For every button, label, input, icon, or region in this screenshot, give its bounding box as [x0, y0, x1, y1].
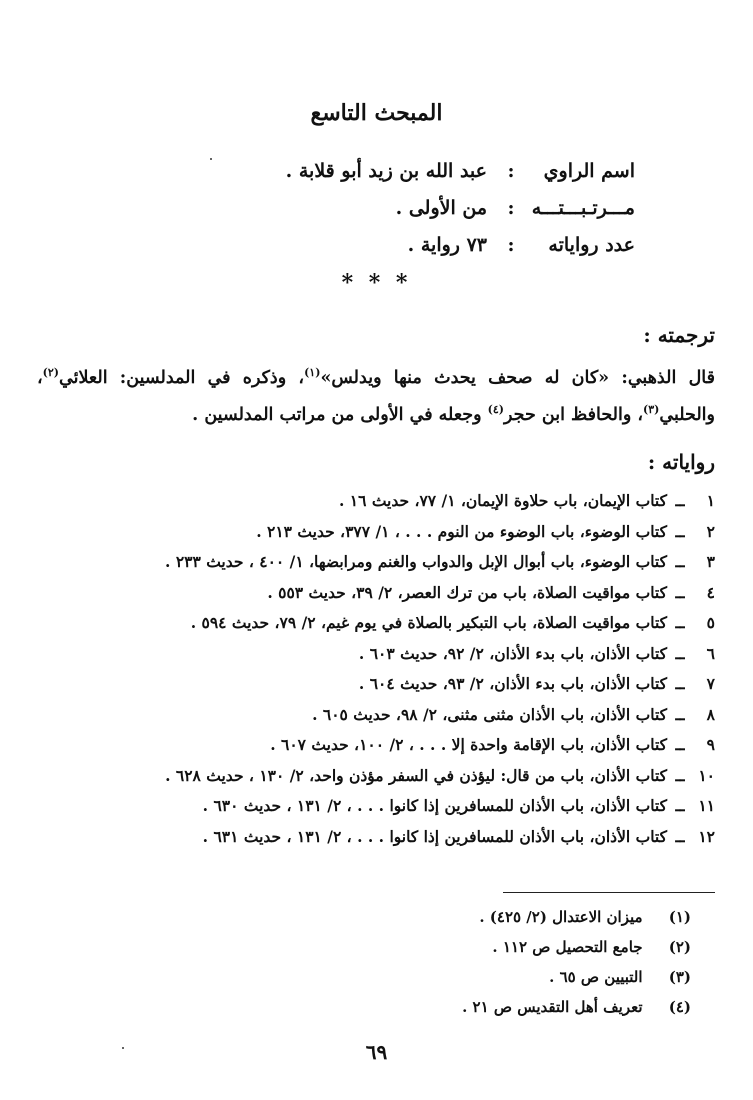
- item-number: ١١: [698, 796, 715, 815]
- narrator-rank-colon: :: [507, 197, 515, 219]
- item-text: كتاب الأذان، باب الأذان للمسافرين إذا كانوا . . . ، ٢/ ١٣١ ، حديث ٦٣٠ .: [202, 796, 667, 815]
- item-dash: ــ: [675, 491, 685, 510]
- item-dash: ــ: [675, 704, 685, 724]
- page-number: ٦٩: [365, 1040, 388, 1064]
- footnote-divider: [503, 892, 715, 893]
- footnote-item: [462, 962, 691, 992]
- footnote-number: (٣): [668, 968, 691, 986]
- narrator-name-row: [286, 160, 635, 197]
- item-text: كتاب الأذان، باب بدء الأذان، ٢/ ٩٢، حديث ٦٠٣ .: [358, 643, 667, 663]
- item-text: كتاب الأذان، باب من قال: ليؤذن في السفر مؤذن واحد، ٢/ ١٣٠ ، حديث ٦٢٨ .: [165, 765, 667, 785]
- narration-count-value: ٧٣ رواية .: [407, 234, 487, 256]
- footnote-text: ميزان الاعتدال (٢/ ٤٢٥) .: [479, 908, 643, 926]
- footnote-ref-2: (٢): [42, 366, 60, 379]
- narrator-rank-label: مـــرتـبـــتـــه: [531, 197, 635, 219]
- biography-paragraph: [37, 357, 715, 431]
- narrations-heading: رواياته :: [647, 450, 715, 474]
- list-item: [35, 761, 715, 792]
- footnote-ref-4: (٤): [487, 402, 505, 416]
- narration-count-row: [286, 234, 635, 271]
- list-item: [35, 486, 715, 517]
- footnote-item: [462, 902, 691, 932]
- footnote-ref-3: (٣): [643, 402, 660, 416]
- narration-count-label: عدد رواياته: [548, 234, 635, 256]
- narrator-info: [286, 160, 635, 271]
- item-dash: ــ: [675, 796, 685, 815]
- item-dash: ــ: [675, 613, 685, 632]
- item-dash: ــ: [675, 643, 685, 663]
- item-number: ٤: [706, 582, 715, 602]
- scan-speck: [210, 158, 212, 160]
- item-text: كتاب الوضوء، باب الوضوء من النوم . . . ، ١/ ٣٧٧، حديث ٢١٣ .: [256, 521, 667, 541]
- item-number: ٣: [706, 552, 715, 571]
- item-number: ٨: [706, 704, 715, 724]
- item-number: ٧: [706, 674, 715, 693]
- footnote-item: [462, 932, 691, 962]
- list-item: [35, 517, 715, 548]
- item-text: كتاب مواقيت الصلاة، باب من ترك العصر، ٢/ ٣٩، حديث ٥٥٣ .: [267, 582, 667, 602]
- item-dash: ــ: [675, 735, 685, 754]
- item-text: كتاب مواقيت الصلاة، باب التبكير بالصلاة في يوم غيم، ٢/ ٧٩، حديث ٥٩٤ .: [190, 613, 667, 632]
- footnote-text: تعريف أهل التقديس ص ٢١ .: [462, 998, 643, 1016]
- list-item: [35, 822, 715, 853]
- item-number: ١: [706, 491, 715, 510]
- list-item: [35, 791, 715, 822]
- item-dash: ــ: [675, 582, 685, 602]
- item-dash: ــ: [675, 674, 685, 693]
- narration-count-colon: :: [507, 234, 515, 256]
- item-number: ٦: [706, 643, 715, 663]
- footnotes-list: [462, 902, 691, 1022]
- list-item: [35, 639, 715, 670]
- narrator-name-colon: :: [507, 160, 515, 182]
- item-dash: ــ: [675, 826, 685, 846]
- item-text: كتاب الأذان، باب بدء الأذان، ٢/ ٩٣، حديث ٦٠٤ .: [358, 674, 667, 693]
- item-dash: ــ: [675, 521, 685, 541]
- narrator-name-label: اسم الراوي: [543, 160, 635, 182]
- item-text: كتاب الإيمان، باب حلاوة الإيمان، ١/ ٧٧، حديث ١٦ .: [338, 491, 667, 510]
- bio-part-3: ، والحلبي: [37, 367, 715, 425]
- item-number: ١٠: [698, 765, 715, 785]
- item-text: كتاب الأذان، باب الأذان للمسافرين إذا كانوا . . . ، ٢/ ١٣١ ، حديث ٦٣١ .: [202, 826, 667, 846]
- footnote-text: التبيين ص ٦٥ .: [549, 968, 643, 986]
- item-dash: ــ: [675, 552, 685, 571]
- bio-part-2: ، وذكره في المدلسين: العلائي: [59, 367, 305, 388]
- bio-part-1: قال الذهبي: «كان له صحف يحدث منها ويدلس»: [320, 367, 715, 388]
- biography-heading: ترجمته :: [643, 323, 715, 347]
- item-text: كتاب الأذان، باب الإقامة واحدة إلا . . . ، ٢/ ١٠٠، حديث ٦٠٧ .: [270, 735, 667, 754]
- bio-part-4: ، والحافظ ابن حجر: [504, 404, 644, 425]
- footnote-ref-1: (١): [304, 366, 321, 379]
- item-text: كتاب الأذان، باب الأذان مثنى مثنى، ٢/ ٩٨، حديث ٦٠٥ .: [312, 704, 667, 724]
- footnote-item: [462, 992, 691, 1022]
- scan-speck: [122, 1047, 124, 1049]
- narrator-rank-row: [286, 197, 635, 234]
- footnote-number: (٤): [668, 998, 691, 1016]
- page-title: المبحث التاسع: [310, 100, 443, 126]
- footnote-number: (١): [668, 908, 691, 926]
- list-item: [35, 547, 715, 578]
- list-item: [35, 669, 715, 700]
- item-number: ٢: [706, 521, 715, 541]
- item-number: ٥: [706, 613, 715, 632]
- narrations-list: [35, 486, 715, 852]
- list-item: [35, 578, 715, 609]
- list-item: [35, 730, 715, 761]
- footnote-number: (٢): [668, 938, 691, 956]
- list-item: [35, 608, 715, 639]
- bio-part-5: وجعله في الأولى من مراتب المدلسين .: [192, 404, 488, 425]
- biography-text: [37, 357, 715, 431]
- list-item: [35, 700, 715, 731]
- section-separator: * * *: [341, 270, 412, 296]
- item-text: كتاب الوضوء، باب أبوال الإبل والدواب والغنم ومرابضها، ١/ ٤٠٠ ، حديث ٢٣٣ .: [165, 552, 667, 571]
- narrator-rank-value: من الأولى .: [395, 197, 487, 219]
- footnote-text: جامع التحصيل ص ١١٢ .: [492, 938, 643, 956]
- item-dash: ــ: [675, 765, 685, 785]
- item-number: ١٢: [698, 826, 715, 846]
- narrator-name-value: عبد الله بن زيد أبو قلابة .: [285, 160, 487, 182]
- item-number: ٩: [706, 735, 715, 754]
